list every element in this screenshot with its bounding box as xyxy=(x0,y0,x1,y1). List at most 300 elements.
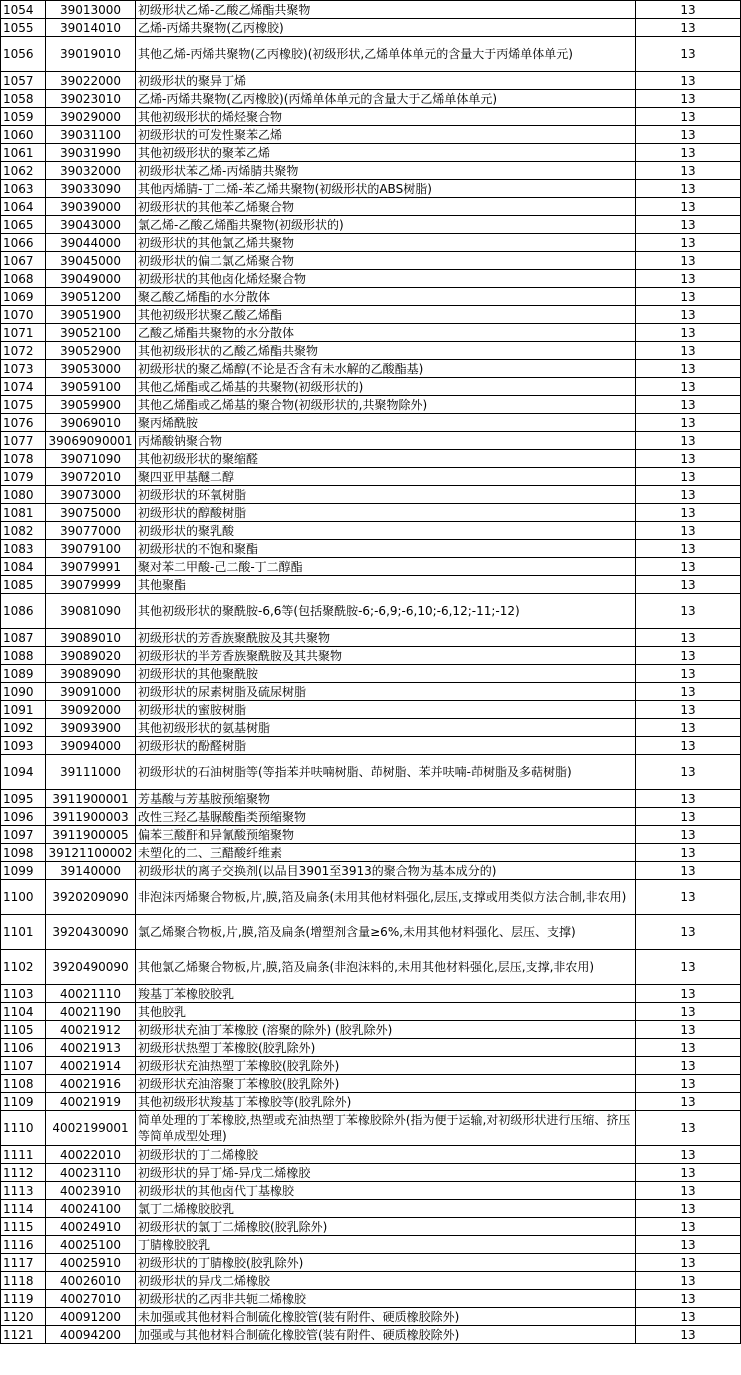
rebate-rate: 13 xyxy=(636,270,741,288)
table-row xyxy=(1,378,741,396)
table-row xyxy=(1,486,741,504)
row-number: 1084 xyxy=(1,558,46,576)
rebate-rate: 13 xyxy=(636,1039,741,1057)
rebate-rate: 13 xyxy=(636,1272,741,1290)
commodity-code: 39111000 xyxy=(46,755,136,790)
row-number: 1065 xyxy=(1,216,46,234)
table-row xyxy=(1,1182,741,1200)
commodity-code: 39077000 xyxy=(46,522,136,540)
rebate-rate: 13 xyxy=(636,950,741,985)
commodity-code: 39013000 xyxy=(46,1,136,19)
commodity-code: 39089010 xyxy=(46,629,136,647)
rebate-rate: 13 xyxy=(636,1236,741,1254)
row-number: 1085 xyxy=(1,576,46,594)
commodity-code: 39043000 xyxy=(46,216,136,234)
commodity-code: 40024100 xyxy=(46,1200,136,1218)
commodity-name: 初级形状的丁腈橡胶(胶乳除外) xyxy=(136,1254,636,1272)
commodity-name: 丁腈橡胶胶乳 xyxy=(136,1236,636,1254)
rebate-rate: 13 xyxy=(636,486,741,504)
rebate-rate: 13 xyxy=(636,1182,741,1200)
table-row xyxy=(1,1254,741,1272)
rebate-rate: 13 xyxy=(636,880,741,915)
row-number: 1093 xyxy=(1,737,46,755)
table-row xyxy=(1,1039,741,1057)
commodity-name: 初级形状的石油树脂等(等指苯并呋喃树脂、茚树脂、苯并呋喃-茚树脂及多萜树脂) xyxy=(136,755,636,790)
commodity-name: 其他初级形状的聚苯乙烯 xyxy=(136,144,636,162)
commodity-code: 39069090001 xyxy=(46,432,136,450)
table-row xyxy=(1,576,741,594)
commodity-name: 其他初级形状的聚缩醛 xyxy=(136,450,636,468)
row-number: 1099 xyxy=(1,862,46,880)
rebate-rate: 13 xyxy=(636,414,741,432)
row-number: 1115 xyxy=(1,1218,46,1236)
commodity-name: 乙烯-丙烯共聚物(乙丙橡胶) xyxy=(136,19,636,37)
rebate-rate: 13 xyxy=(636,665,741,683)
row-number: 1095 xyxy=(1,790,46,808)
commodity-code: 39022000 xyxy=(46,72,136,90)
rebate-rate: 13 xyxy=(636,378,741,396)
table-row xyxy=(1,665,741,683)
table-row xyxy=(1,629,741,647)
rebate-rate: 13 xyxy=(636,1093,741,1111)
table-row xyxy=(1,1236,741,1254)
commodity-code: 39071090 xyxy=(46,450,136,468)
table-row xyxy=(1,324,741,342)
commodity-code: 39059100 xyxy=(46,378,136,396)
row-number: 1082 xyxy=(1,522,46,540)
commodity-code: 39094000 xyxy=(46,737,136,755)
commodity-name: 初级形状的环氧树脂 xyxy=(136,486,636,504)
rebate-rate: 13 xyxy=(636,1254,741,1272)
rebate-rate: 13 xyxy=(636,522,741,540)
commodity-name: 初级形状的其他卤代丁基橡胶 xyxy=(136,1182,636,1200)
commodity-code: 39072010 xyxy=(46,468,136,486)
table-row xyxy=(1,540,741,558)
row-number: 1113 xyxy=(1,1182,46,1200)
commodity-name: 丙烯酸钠聚合物 xyxy=(136,432,636,450)
commodity-code: 40021914 xyxy=(46,1057,136,1075)
table-row xyxy=(1,1003,741,1021)
commodity-code: 39033090 xyxy=(46,180,136,198)
commodity-name: 初级形状的丁二烯橡胶 xyxy=(136,1146,636,1164)
commodity-name: 初级形状苯乙烯-丙烯腈共聚物 xyxy=(136,162,636,180)
row-number: 1088 xyxy=(1,647,46,665)
commodity-name: 聚四亚甲基醚二醇 xyxy=(136,468,636,486)
commodity-code: 40027010 xyxy=(46,1290,136,1308)
commodity-code: 39029000 xyxy=(46,108,136,126)
rebate-rate: 13 xyxy=(636,1111,741,1146)
row-number: 1096 xyxy=(1,808,46,826)
rebate-rate: 13 xyxy=(636,252,741,270)
commodity-name: 初级形状的半芳香族聚酰胺及其共聚物 xyxy=(136,647,636,665)
rebate-rate: 13 xyxy=(636,90,741,108)
rebate-rate: 13 xyxy=(636,468,741,486)
commodity-code: 39032000 xyxy=(46,162,136,180)
commodity-name: 未塑化的二、三醋酸纤维素 xyxy=(136,844,636,862)
rebate-rate: 13 xyxy=(636,162,741,180)
table-row xyxy=(1,270,741,288)
commodity-code: 39069010 xyxy=(46,414,136,432)
rebate-rate: 13 xyxy=(636,1146,741,1164)
row-number: 1116 xyxy=(1,1236,46,1254)
table-row xyxy=(1,844,741,862)
row-number: 1100 xyxy=(1,880,46,915)
table-row xyxy=(1,880,741,915)
rebate-rate: 13 xyxy=(636,844,741,862)
table-row xyxy=(1,37,741,72)
commodity-name: 其他丙烯腈-丁二烯-苯乙烯共聚物(初级形状的ABS树脂) xyxy=(136,180,636,198)
commodity-code: 40023110 xyxy=(46,1164,136,1182)
commodity-name: 简单处理的丁苯橡胶,热塑或充油热塑丁苯橡胶除外(指为便于运输,对初级形状进行压缩、挤压等简单成型处理) xyxy=(136,1111,636,1146)
commodity-code: 39045000 xyxy=(46,252,136,270)
commodity-code: 3911900003 xyxy=(46,808,136,826)
table-row xyxy=(1,1290,741,1308)
rebate-rate: 13 xyxy=(636,1308,741,1326)
commodity-name: 初级形状的聚乳酸 xyxy=(136,522,636,540)
rebate-rate: 13 xyxy=(636,1075,741,1093)
commodity-code: 40091200 xyxy=(46,1308,136,1326)
table-row xyxy=(1,701,741,719)
commodity-code: 39049000 xyxy=(46,270,136,288)
row-number: 1110 xyxy=(1,1111,46,1146)
table-row xyxy=(1,594,741,629)
rebate-rate: 13 xyxy=(636,594,741,629)
rebate-rate: 13 xyxy=(636,719,741,737)
commodity-name: 改性三羟乙基脲酸酯类预缩聚物 xyxy=(136,808,636,826)
table-row xyxy=(1,180,741,198)
commodity-name: 氯乙烯聚合物板,片,膜,箔及扁条(增塑剂含量≥6%,未用其他材料强化、层压、支撑) xyxy=(136,915,636,950)
commodity-name: 未加强或其他材料合制硫化橡胶管(装有附件、硬质橡胶除外) xyxy=(136,1308,636,1326)
row-number: 1074 xyxy=(1,378,46,396)
table-row xyxy=(1,647,741,665)
commodity-code: 3920430090 xyxy=(46,915,136,950)
row-number: 1079 xyxy=(1,468,46,486)
commodity-name: 初级形状充油丁苯橡胶 (溶聚的除外) (胶乳除外) xyxy=(136,1021,636,1039)
row-number: 1108 xyxy=(1,1075,46,1093)
row-number: 1055 xyxy=(1,19,46,37)
commodity-code: 39079991 xyxy=(46,558,136,576)
commodity-name: 初级形状的可发性聚苯乙烯 xyxy=(136,126,636,144)
row-number: 1091 xyxy=(1,701,46,719)
row-number: 1067 xyxy=(1,252,46,270)
table-row xyxy=(1,1326,741,1344)
commodity-code: 3920490090 xyxy=(46,950,136,985)
commodity-name: 聚乙酸乙烯酯的水分散体 xyxy=(136,288,636,306)
commodity-name: 初级形状的偏二氯乙烯聚合物 xyxy=(136,252,636,270)
commodity-name: 其他乙烯酯或乙烯基的聚合物(初级形状的,共聚物除外) xyxy=(136,396,636,414)
rebate-rate: 13 xyxy=(636,144,741,162)
commodity-code: 40025910 xyxy=(46,1254,136,1272)
commodity-name: 其他乙烯酯或乙烯基的共聚物(初级形状的) xyxy=(136,378,636,396)
row-number: 1060 xyxy=(1,126,46,144)
commodity-code: 39051900 xyxy=(46,306,136,324)
commodity-name: 初级形状的其他聚酰胺 xyxy=(136,665,636,683)
commodity-code: 40023910 xyxy=(46,1182,136,1200)
table-row xyxy=(1,144,741,162)
rebate-rate: 13 xyxy=(636,450,741,468)
commodity-name: 初级形状的醇酸树脂 xyxy=(136,504,636,522)
commodity-code: 40021190 xyxy=(46,1003,136,1021)
row-number: 1061 xyxy=(1,144,46,162)
table-row xyxy=(1,90,741,108)
commodity-code: 40021919 xyxy=(46,1093,136,1111)
row-number: 1114 xyxy=(1,1200,46,1218)
table-row xyxy=(1,234,741,252)
row-number: 1111 xyxy=(1,1146,46,1164)
table-row xyxy=(1,198,741,216)
commodity-code: 40094200 xyxy=(46,1326,136,1344)
table-row xyxy=(1,862,741,880)
commodity-name: 氯丁二烯橡胶胶乳 xyxy=(136,1200,636,1218)
commodity-name: 聚对苯二甲酸-己二酸-丁二醇酯 xyxy=(136,558,636,576)
commodity-code: 39140000 xyxy=(46,862,136,880)
rebate-rate: 13 xyxy=(636,360,741,378)
row-number: 1072 xyxy=(1,342,46,360)
rebate-rate: 13 xyxy=(636,737,741,755)
commodity-name: 初级形状的酚醛树脂 xyxy=(136,737,636,755)
rebate-rate: 13 xyxy=(636,755,741,790)
row-number: 1054 xyxy=(1,1,46,19)
row-number: 1106 xyxy=(1,1039,46,1057)
rebate-rate: 13 xyxy=(636,180,741,198)
commodity-code: 39039000 xyxy=(46,198,136,216)
row-number: 1062 xyxy=(1,162,46,180)
commodity-code: 39092000 xyxy=(46,701,136,719)
rebate-rate: 13 xyxy=(636,826,741,844)
row-number: 1077 xyxy=(1,432,46,450)
commodity-code: 39093900 xyxy=(46,719,136,737)
commodity-name: 其他胶乳 xyxy=(136,1003,636,1021)
table-row xyxy=(1,985,741,1003)
rebate-rate: 13 xyxy=(636,108,741,126)
table-row xyxy=(1,826,741,844)
commodity-name: 初级形状的聚乙烯醇(不论是否含有未水解的乙酸酯基) xyxy=(136,360,636,378)
table-row xyxy=(1,1218,741,1236)
row-number: 1098 xyxy=(1,844,46,862)
rebate-rate: 13 xyxy=(636,1200,741,1218)
commodity-name: 其他初级形状聚乙酸乙烯酯 xyxy=(136,306,636,324)
row-number: 1070 xyxy=(1,306,46,324)
commodity-name: 初级形状的其他苯乙烯聚合物 xyxy=(136,198,636,216)
row-number: 1076 xyxy=(1,414,46,432)
commodity-code: 4002199001 xyxy=(46,1111,136,1146)
table-row xyxy=(1,216,741,234)
commodity-name: 初级形状的异丁烯-异戊二烯橡胶 xyxy=(136,1164,636,1182)
rebate-rate: 13 xyxy=(636,915,741,950)
commodity-name: 乙酸乙烯酯共聚物的水分散体 xyxy=(136,324,636,342)
rebate-rate: 13 xyxy=(636,576,741,594)
rebate-rate: 13 xyxy=(636,432,741,450)
row-number: 1080 xyxy=(1,486,46,504)
commodity-name: 初级形状的其他氯乙烯共聚物 xyxy=(136,234,636,252)
rebate-rate: 13 xyxy=(636,985,741,1003)
table-row xyxy=(1,414,741,432)
commodity-code: 39044000 xyxy=(46,234,136,252)
commodity-code: 39079999 xyxy=(46,576,136,594)
commodity-name: 初级形状的氯丁二烯橡胶(胶乳除外) xyxy=(136,1218,636,1236)
commodity-code: 40021912 xyxy=(46,1021,136,1039)
commodity-name: 初级形状充油溶聚丁苯橡胶(胶乳除外) xyxy=(136,1075,636,1093)
commodity-code: 39091000 xyxy=(46,683,136,701)
row-number: 1094 xyxy=(1,755,46,790)
table-row xyxy=(1,1308,741,1326)
table-row xyxy=(1,1200,741,1218)
commodity-code: 39081090 xyxy=(46,594,136,629)
commodity-name: 其他初级形状的聚酰胺-6,6等(包括聚酰胺-6;-6,9;-6,10;-6,12;-11;-12) xyxy=(136,594,636,629)
commodity-name: 初级形状的尿素树脂及硫尿树脂 xyxy=(136,683,636,701)
table-row xyxy=(1,306,741,324)
commodity-code: 39089090 xyxy=(46,665,136,683)
commodity-code: 39052900 xyxy=(46,342,136,360)
table-row xyxy=(1,1093,741,1111)
row-number: 1069 xyxy=(1,288,46,306)
row-number: 1089 xyxy=(1,665,46,683)
rebate-rate: 13 xyxy=(636,216,741,234)
rebate-rate: 13 xyxy=(636,683,741,701)
commodity-code: 39031990 xyxy=(46,144,136,162)
table-row xyxy=(1,468,741,486)
row-number: 1092 xyxy=(1,719,46,737)
table-row xyxy=(1,504,741,522)
rebate-rate: 13 xyxy=(636,504,741,522)
commodity-name: 初级形状的其他卤化烯烃聚合物 xyxy=(136,270,636,288)
rebate-rate: 13 xyxy=(636,126,741,144)
commodity-code: 39059900 xyxy=(46,396,136,414)
commodity-name: 其他初级形状羧基丁苯橡胶等(胶乳除外) xyxy=(136,1093,636,1111)
commodity-code: 40024910 xyxy=(46,1218,136,1236)
rebate-rate: 13 xyxy=(636,701,741,719)
commodity-name: 初级形状的芳香族聚酰胺及其共聚物 xyxy=(136,629,636,647)
row-number: 1101 xyxy=(1,915,46,950)
row-number: 1086 xyxy=(1,594,46,629)
row-number: 1078 xyxy=(1,450,46,468)
rebate-rate: 13 xyxy=(636,1290,741,1308)
table-row xyxy=(1,1057,741,1075)
row-number: 1117 xyxy=(1,1254,46,1272)
commodity-code: 40022010 xyxy=(46,1146,136,1164)
commodity-code: 39051200 xyxy=(46,288,136,306)
rebate-rate: 13 xyxy=(636,790,741,808)
table-row xyxy=(1,915,741,950)
commodity-name: 加强或与其他材料合制硫化橡胶管(装有附件、硬质橡胶除外) xyxy=(136,1326,636,1344)
commodity-name: 初级形状的不饱和聚酯 xyxy=(136,540,636,558)
commodity-code: 40021913 xyxy=(46,1039,136,1057)
commodity-name: 芳基酸与芳基胺预缩聚物 xyxy=(136,790,636,808)
commodity-code: 39019010 xyxy=(46,37,136,72)
commodity-name: 其他初级形状的烯烃聚合物 xyxy=(136,108,636,126)
table-row xyxy=(1,683,741,701)
rebate-rate: 13 xyxy=(636,808,741,826)
rebate-rate: 13 xyxy=(636,198,741,216)
commodity-name: 非泡沫丙烯聚合物板,片,膜,箔及扁条(未用其他材料强化,层压,支撑或用类似方法合制,非农用) xyxy=(136,880,636,915)
commodity-name: 初级形状的异戊二烯橡胶 xyxy=(136,1272,636,1290)
row-number: 1107 xyxy=(1,1057,46,1075)
row-number: 1071 xyxy=(1,324,46,342)
commodity-code: 39089020 xyxy=(46,647,136,665)
rebate-rate: 13 xyxy=(636,1021,741,1039)
table-row xyxy=(1,1111,741,1146)
commodity-name: 初级形状充油热塑丁苯橡胶(胶乳除外) xyxy=(136,1057,636,1075)
row-number: 1119 xyxy=(1,1290,46,1308)
row-number: 1083 xyxy=(1,540,46,558)
table-body xyxy=(1,1,741,1344)
rebate-rate: 13 xyxy=(636,1218,741,1236)
table-row xyxy=(1,737,741,755)
commodity-code: 3911900001 xyxy=(46,790,136,808)
rebate-rate: 13 xyxy=(636,647,741,665)
row-number: 1121 xyxy=(1,1326,46,1344)
rebate-rate: 13 xyxy=(636,306,741,324)
rebate-rate: 13 xyxy=(636,324,741,342)
table-row xyxy=(1,522,741,540)
rebate-rate: 13 xyxy=(636,72,741,90)
table-row xyxy=(1,1272,741,1290)
commodity-code: 40026010 xyxy=(46,1272,136,1290)
table-row xyxy=(1,450,741,468)
row-number: 1056 xyxy=(1,37,46,72)
row-number: 1087 xyxy=(1,629,46,647)
rebate-rate: 13 xyxy=(636,396,741,414)
commodity-code: 39031100 xyxy=(46,126,136,144)
commodity-name: 其他氯乙烯聚合物板,片,膜,箔及扁条(非泡沫料的,未用其他材料强化,层压,支撑,非农用) xyxy=(136,950,636,985)
commodity-name: 其他乙烯-丙烯共聚物(乙丙橡胶)(初级形状,乙烯单体单元的含量大于丙烯单体单元) xyxy=(136,37,636,72)
commodity-name: 初级形状的离子交换剂(以品目3901至3913的聚合物为基本成分的) xyxy=(136,862,636,880)
row-number: 1112 xyxy=(1,1164,46,1182)
table-row xyxy=(1,1021,741,1039)
commodity-code: 3920209090 xyxy=(46,880,136,915)
table-row xyxy=(1,126,741,144)
rebate-rate: 13 xyxy=(636,1003,741,1021)
row-number: 1073 xyxy=(1,360,46,378)
commodity-name: 初级形状热塑丁苯橡胶(胶乳除外) xyxy=(136,1039,636,1057)
commodity-name: 初级形状的蜜胺树脂 xyxy=(136,701,636,719)
rebate-rate: 13 xyxy=(636,558,741,576)
commodity-name: 初级形状乙烯-乙酸乙烯酯共聚物 xyxy=(136,1,636,19)
table-row xyxy=(1,19,741,37)
table-row xyxy=(1,808,741,826)
row-number: 1081 xyxy=(1,504,46,522)
table-row xyxy=(1,360,741,378)
commodity-name: 偏苯三酸酐和异氰酸预缩聚物 xyxy=(136,826,636,844)
row-number: 1057 xyxy=(1,72,46,90)
table-row xyxy=(1,1164,741,1182)
table-row xyxy=(1,342,741,360)
table-row xyxy=(1,719,741,737)
table-row xyxy=(1,755,741,790)
commodity-code: 39014010 xyxy=(46,19,136,37)
commodity-name: 其他初级形状的乙酸乙烯酯共聚物 xyxy=(136,342,636,360)
commodity-code: 40025100 xyxy=(46,1236,136,1254)
commodity-code: 39075000 xyxy=(46,504,136,522)
commodity-code: 39079100 xyxy=(46,540,136,558)
row-number: 1058 xyxy=(1,90,46,108)
row-number: 1059 xyxy=(1,108,46,126)
row-number: 1090 xyxy=(1,683,46,701)
row-number: 1075 xyxy=(1,396,46,414)
row-number: 1064 xyxy=(1,198,46,216)
row-number: 1068 xyxy=(1,270,46,288)
commodity-name: 其他初级形状的氨基树脂 xyxy=(136,719,636,737)
row-number: 1120 xyxy=(1,1308,46,1326)
rebate-rate: 13 xyxy=(636,1057,741,1075)
rebate-rate: 13 xyxy=(636,1164,741,1182)
commodity-code: 39121100002 xyxy=(46,844,136,862)
rebate-rate: 13 xyxy=(636,540,741,558)
table-row xyxy=(1,950,741,985)
rebate-rate: 13 xyxy=(636,862,741,880)
rebate-rate: 13 xyxy=(636,288,741,306)
commodity-code: 3911900005 xyxy=(46,826,136,844)
